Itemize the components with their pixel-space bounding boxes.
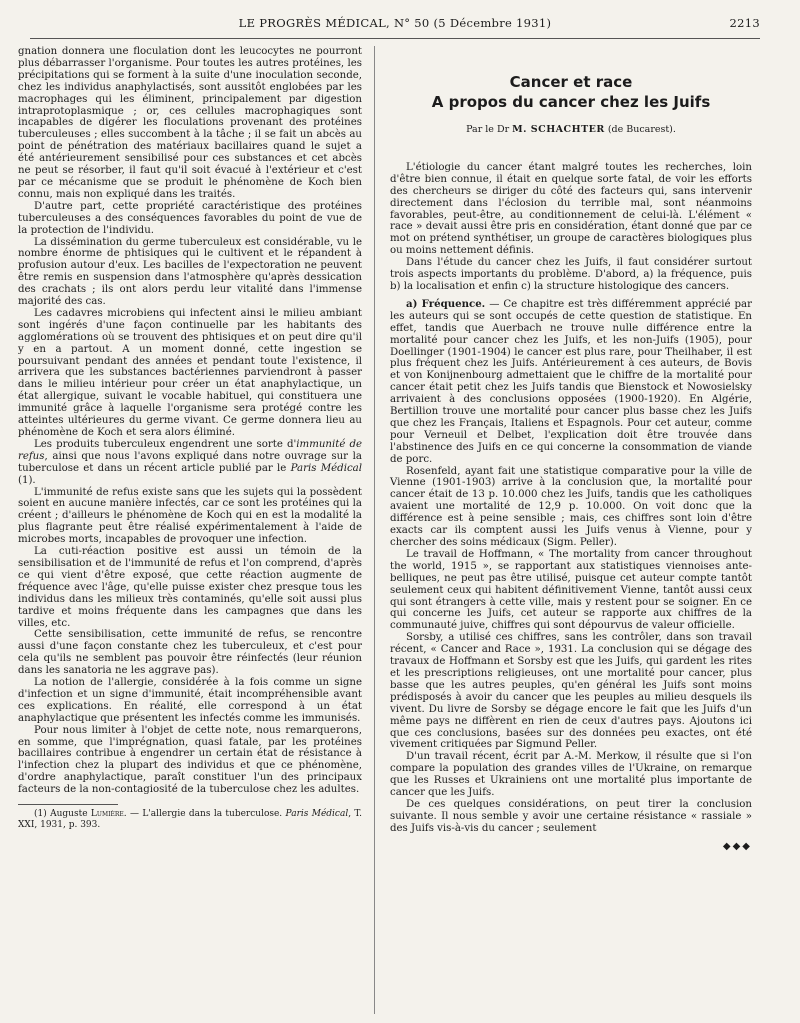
frequence-text: — Ce chapitre est très différemment apprécié par les auteurs qui se sont occupés de cette question de statistique. En effet, tandis que Auerbach ne trouve nulle différence entre la mortalité pour cancer chez les Juifs, et les non-Juifs (1905), pour Doellinger (1901-1904) le cancer est plus rare, pour Theilhaber, il est plus fréquent chez les Juifs. Antérieurement à ces auteurs, de Bovis et von Konijnenbourg admettaient que le chiffre de la mortalité pour cancer était petit chez les Juifs tandis que Bienstock et Nowosielsky arrivaient à des conclusions opposées (1900-1920). En Algérie, Bertillion trouve une mortalité pour cancer plus basse chez les Juifs que chez les Français, Italiens et Espagnols. Pour cet auteur, comme pour Verneuil et Delbet, l'explication doit être trouvée dans l'abstinence des Juifs en ce qui concerne la consommation de viande de porc. — [390, 298, 752, 465]
left-column — [18, 46, 362, 830]
left-paragraph-6: L'immunité de refus existe sans que les sujets qui la possèdent soient en aucune manière infectés, car ce sont les protéines qui la créent ; d'ailleurs le phénomène de Koch qui en est la modalité la plus flagrante peut être réalisé expérimentalement à l'aide de microbes morts, incapables de provoquer une infection. — [18, 486, 362, 546]
running-title: LE PROGRÈS MÉDICAL, N° 50 (5 Décembre 1931) — [238, 16, 552, 30]
left-paragraph-3: La dissémination du germe tuberculeux est considérable, vu le nombre énorme de phtisiques qui le cultivent et le répandent à profusion autour d'eux. Les bacilles de l'expectoration ne peuvent être remis en suspension dans l'atmosphère qu'après dessication des crachats ; ils ont alors perdu leur vitalité dans l'immense majorité des cas. — [18, 236, 362, 308]
para5-before: Les produits tuberculeux engendrent une sorte d' — [34, 438, 297, 450]
footnote-text: . — L'allergie dans la tuberculose. — [123, 809, 286, 820]
left-paragraph-2: D'autre part, cette propriété caractéristique des protéines tuberculeuses a des conséquences favorables du point de vue de la protection de l'individu. — [18, 200, 362, 236]
right-paragraph-frequence — [390, 299, 752, 466]
frequence-label: a) Fréquence. — [406, 297, 486, 310]
byline-suffix: (de Bucarest). — [604, 124, 676, 135]
byline-prefix: Par le Dr — [466, 124, 513, 135]
article-title-line1: Cancer et race — [509, 73, 633, 91]
para5-middle: , ainsi que nous l'avons expliqué dans notre ouvrage sur la tuberculose et dans un récent article publié par le — [18, 450, 362, 474]
right-paragraph-6: Sorsby, a utilisé ces chiffres, sans les contrôler, dans son travail récent, « Cancer and Race », 1931. La conclusion qui se dégage des travaux de Hoffmann et Sorsby est que les Juifs, qui gardent les rites et les prescriptions religieuses, ont une mortalité pour cancer, plus basse que les autres peuples, qu'en général les Juifs sont moins prédisposés à avoir du cancer que les peuples au milieu desquels ils vivent. Du livre de Sorsby se dégage encore le fait que les Juifs d'un même pays ne diffèrent en rien de ceux d'autres pays. Ajoutons ici que ces conclusions, basées sur des données peu exactes, ont été vivement critiquées par Sigmund Peller. — [390, 632, 752, 751]
right-paragraph-1: L'étiologie du cancer étant malgré toutes les recherches, loin d'être bien connue, il était en quelque sorte fatal, de voir les efforts des chercheurs se diriger du côté des facteurs qui, sans intervenir directement dans l'éclosion du terrible mal, sont néanmoins favorables, peut-être, au conditionnement de celui-là. L'élément « race » devait aussi être pris en considération, étant donné que par ce mot on prétend synthétiser, un groupe de caractères biologiques plus ou moins nettement définis. — [390, 161, 752, 257]
article-title-line2: A propos du cancer chez les Juifs — [431, 93, 711, 111]
footnote — [18, 809, 362, 830]
left-paragraph-10: Pour nous limiter à l'objet de cette note, nous remarquerons, en somme, que l'imprégnation, quasi fatale, par les protéines bacillaires contribue à engendrer un certain état de résistance à l'infection chez la plupart des individus et que ce phénomène, d'ordre anaphylactique, paraît constituer l'un des principaux facteurs de la non-contagiosité de la tuberculose chez les adultes. — [18, 724, 362, 796]
left-paragraph-8: Cette sensibilisation, cette immunité de refus, se rencontre aussi d'une façon constante chez les tuberculeux, et c'est pour cela qu'ils ne semblent pas pouvoir être réinfectés (leur réunion dans les sanatoria ne les aggrave pas). — [18, 629, 362, 677]
right-paragraph-4: Rosenfeld, ayant fait une statistique comparative pour la ville de Vienne (1901-1903) arrive à la conclusion que, la mortalité pour cancer était de 13 p. 10.000 chez les Juifs, tandis que les catholiques avaient une mortalité de 12,9 p. 10.000. On voit donc que la différence est à peine sensible ; mais, ces chiffres sont loin d'être exacts car ils comptent aussi les Juifs venus à Vienne, pour y chercher des soins médicaux (Sigm. Peller). — [390, 465, 752, 548]
footnote-journal: Paris Médical — [285, 809, 349, 820]
column-divider — [374, 46, 375, 1014]
right-column — [390, 46, 752, 853]
para5-italic: immunité de refus — [18, 438, 363, 462]
right-paragraph-2: Dans l'étude du cancer chez les Juifs, il faut considérer surtout trois aspects importants du problème. D'abord, a) la fréquence, puis b) la localisation et enfin c) la structure histologique des cancers. — [390, 257, 752, 292]
page-number: 2213 — [729, 16, 760, 30]
left-paragraph-9: La notion de l'allergie, considérée à la fois comme un signe d'infection et un signe d'immunité, était incompréhensible avant ces explications. En réalité, elle correspond à un état anaphylactique que présentent les infectés comme les immunisés. — [18, 677, 362, 724]
footnote-rule — [18, 804, 118, 805]
right-paragraph-7: D'un travail récent, écrit par A.-M. Merkow, il résulte que si l'on compare la population des grandes villes de l'Ukraine, on remarque que les Russes et Ukrainiens ont une mortalité plus importante de cancer que les Juifs. — [390, 751, 752, 799]
article-title — [390, 72, 752, 112]
header-rule — [30, 38, 760, 39]
end-ornament: ◆◆◆ — [722, 840, 752, 852]
running-header — [30, 16, 760, 36]
left-paragraph-5 — [18, 439, 362, 487]
left-paragraph-1: gnation donnera une floculation dont les leucocytes ne pourront plus débarrasser l'organisme. Pour toutes les autres protéines, les précipitations qui se forment à la suite d'une inoculation seconde, chez les individus anaphylactisés, sont aussitôt englobées par les macrophages qui les éliminent, principalement par digestion intraprotoplasmique ; or, ces cellules macrophagiques sont incapables de digérer les floculations provenant des protéines tuberculeuses ; elles succombent à la tâche ; il se fait un abcès au point de pénétration des matériaux bacillaires quand le sujet a été antérieurement sensibilisé pour ces substances et cet abcès ne peut se résorber, il faut qu'il soit évacué à l'extérieur et c'est par ce mécanisme que se produit le phénomène de Koch bien connu, mais non expliqué dans les traités. — [18, 46, 362, 200]
footnote-marker: (1) Auguste — [34, 809, 91, 820]
para5-after: (1). — [18, 474, 36, 486]
left-paragraph-4: Les cadavres microbiens qui infectent ainsi le milieu ambiant sont ingérés d'une façon continuelle par les habitants des agglomérations où se trouvent des phtisiques et on peut dire qu'il y en a partout. A un moment donné, cette ingestion se poursuivant pendant des années et pendant toute l'existence, il arrivera que les substances bactériennes parviendront à passer dans le milieu intérieur pour créer un état anaphylactique, un état allergique, suivant le vocable habituel, qui constituera une immunité grâce à laquelle l'organisme sera protégé contre les atteintes ultérieures du germe vivant. Ce germe donnera lieu au phénomène de Koch et sera alors éliminé. — [18, 307, 362, 438]
para5-italic2: Paris Médical — [290, 462, 362, 474]
right-paragraph-5: Le travail de Hoffmann, « The mortality from cancer throughout the world, 1915 », se rapportant aux statistiques viennoises ante-belliques, ne peut pas être utilisé, puisque cet auteur compte tantôt seulement ceux qui habitent définitivement Vienne, tantôt aussi ceux qui sont étrangers à cette ville, mais y restent pour se soigner. En ce qui concerne les Juifs, cet auteur se rapporte aux chiffres de la communauté juive, chiffres qui sont dépourvus de valeur officielle. — [390, 548, 752, 632]
byline-author: M. SCHACHTER — [512, 124, 605, 135]
footnote-ref: , T. XXI, 1931, p. 393. — [18, 809, 362, 830]
left-paragraph-7: La cuti-réaction positive est aussi un témoin de la sensibilisation et de l'immunité de refus et l'on comprend, d'après ce qui vient d'être exposé, que cette réaction augmente de fréquence avec l'âge, qu'elle puisse exister chez presque tous les individus dans les milieux très contaminés, qu'elle soit aussi plus tardive et moins fréquente dans les campagnes que dans les villes, etc. — [18, 546, 362, 629]
article-byline — [390, 124, 752, 136]
right-paragraph-8: De ces quelques considérations, on peut tirer la conclusion suivante. Il nous semble y avoir une certaine résistance « rassiale » des Juifs vis-à-vis du cancer ; seulement — [390, 798, 752, 834]
footnote-author: Lumière — [90, 809, 124, 820]
